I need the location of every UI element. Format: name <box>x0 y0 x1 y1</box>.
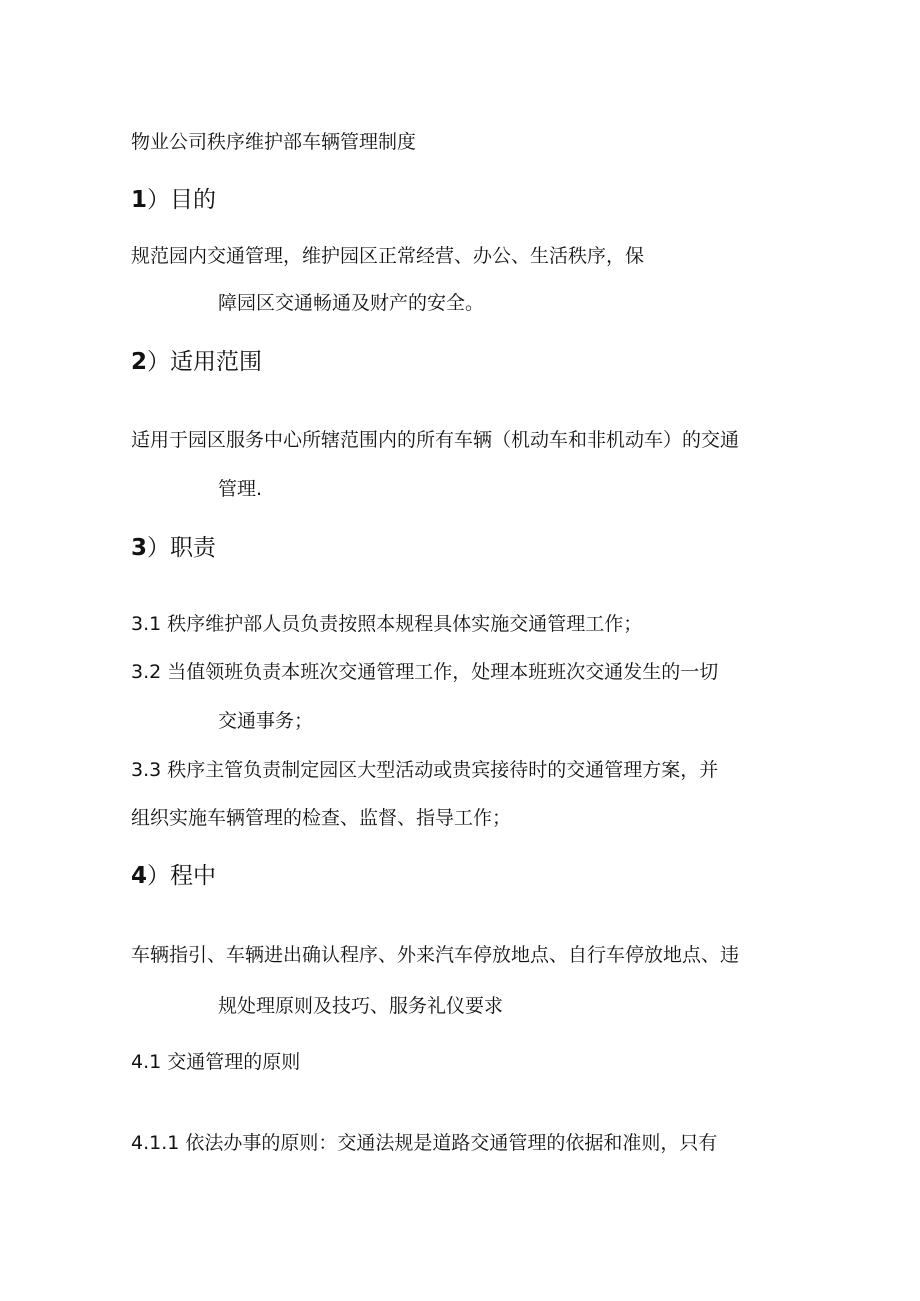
paragraph-line: 障园区交通畅通及财产的安全。 <box>218 292 485 314</box>
section-heading-4 <box>131 862 216 890</box>
section-number: 4 <box>131 863 148 889</box>
section-heading-text: ）程中 <box>147 863 217 889</box>
section-heading-3 <box>131 534 216 562</box>
section-heading-text: ）目的 <box>147 187 217 213</box>
paragraph-line: 3.3 秩序主管负责制定园区大型活动或贵宾接待时的交通管理方案，并 <box>131 759 719 781</box>
section-heading-1 <box>131 186 216 214</box>
paragraph-line: 4.1.1 依法办事的原则：交通法规是道路交通管理的依据和准则，只有 <box>131 1132 718 1154</box>
section-number: 2 <box>131 349 148 375</box>
paragraph-line: 适用于园区服务中心所辖范围内的所有车辆（机动车和非机动车）的交通 <box>131 429 740 451</box>
paragraph-line: 交通事务； <box>218 710 314 732</box>
paragraph-line: 规处理原则及技巧、服务礼仪要求 <box>218 995 504 1017</box>
section-heading-text: ）职责 <box>147 535 217 561</box>
paragraph-line: 规范园内交通管理，维护园区正常经营、办公、生活秩序，保 <box>131 245 645 267</box>
paragraph-line: 组织实施车辆管理的检查、监督、指导工作； <box>131 807 512 829</box>
paragraph-line: 3.2 当值领班负责本班次交通管理工作，处理本班班次交通发生的一切 <box>131 661 719 683</box>
paragraph-line: 车辆指引、车辆进出确认程序、外来汽车停放地点、自行车停放地点、违 <box>131 944 740 966</box>
subsection-heading: 4.1 交通管理的原则 <box>131 1051 301 1073</box>
section-number: 1 <box>131 187 148 213</box>
section-heading-2 <box>131 348 262 376</box>
section-heading-text: ）适用范围 <box>147 349 263 375</box>
section-number: 3 <box>131 535 148 561</box>
document-title: 物业公司秩序维护部车辆管理制度 <box>131 131 417 153</box>
paragraph-line: 管理. <box>218 478 263 500</box>
paragraph-line: 3.1 秩序维护部人员负责按照本规程具体实施交通管理工作； <box>131 613 643 635</box>
